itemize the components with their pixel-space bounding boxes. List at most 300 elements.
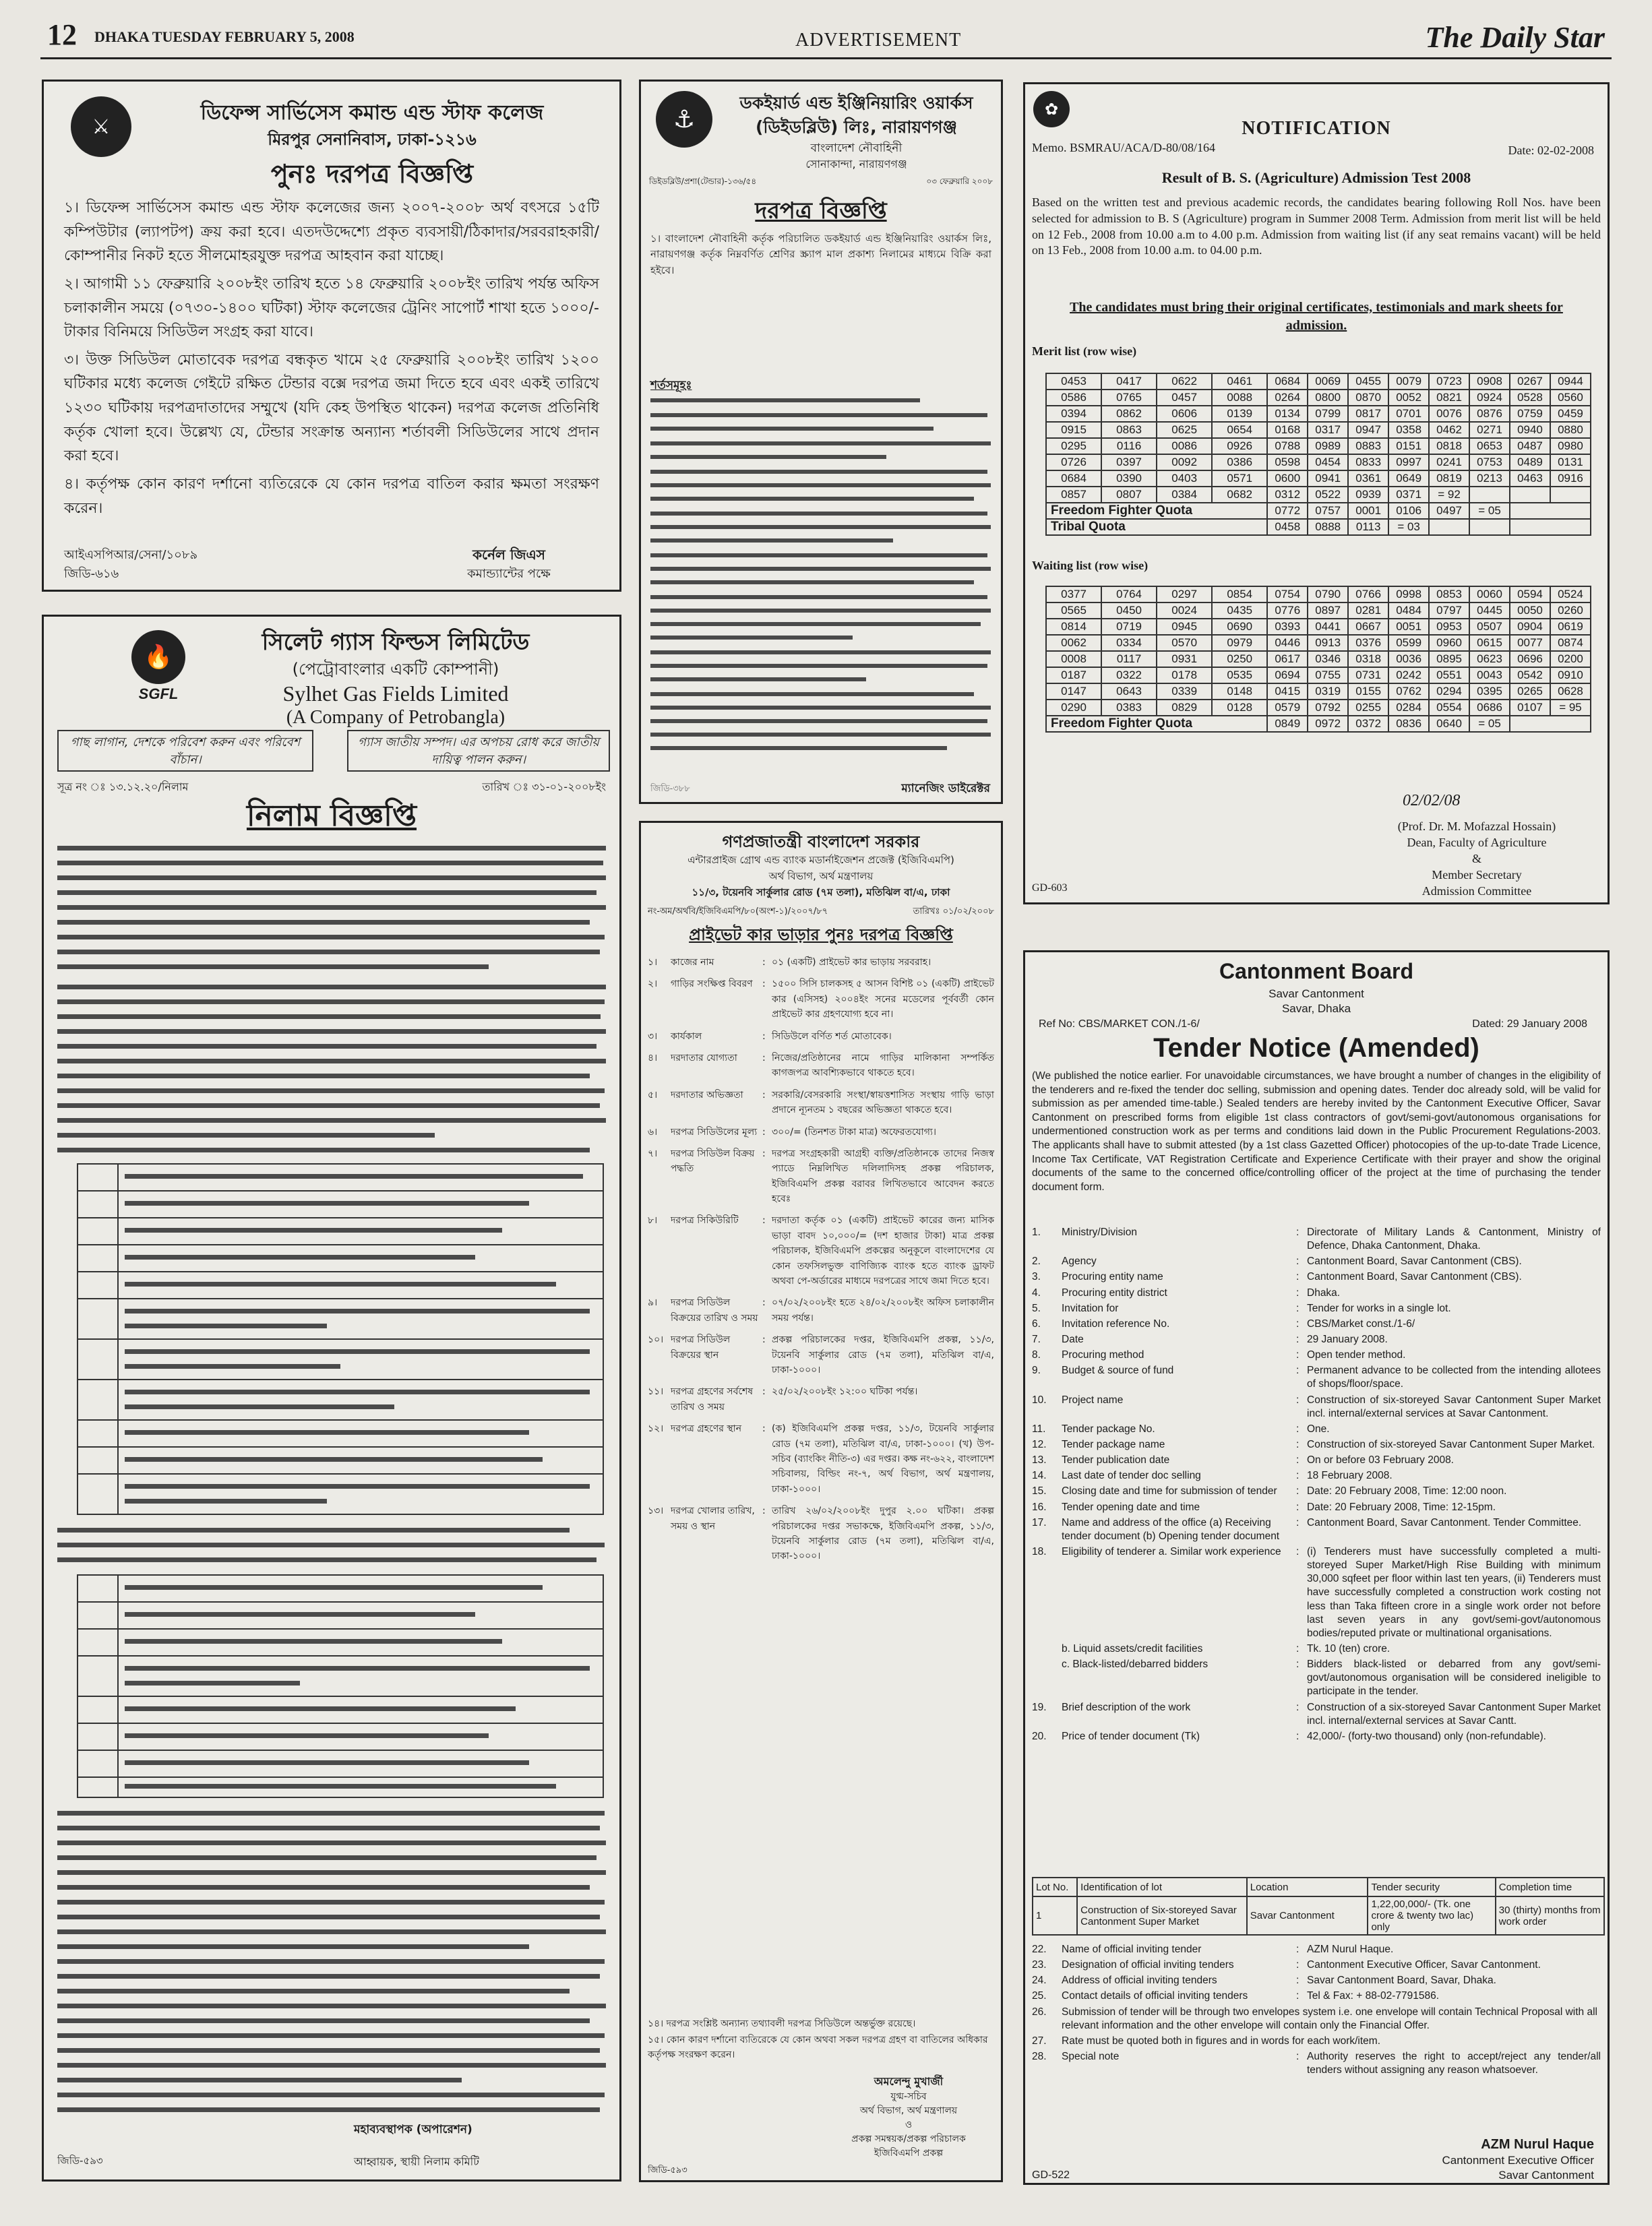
row-label: Name of official inviting tender — [1062, 1944, 1202, 1955]
table-cell: 0640 — [1429, 716, 1469, 732]
table-cell: 0134 — [1267, 406, 1308, 422]
signature-block — [1322, 2136, 1594, 2183]
table-cell: Savar Cantonment — [1247, 1896, 1368, 1935]
table-cell: = 92 — [1429, 487, 1469, 503]
gd-number: জিডি-৫৯৩ — [648, 2165, 687, 2175]
table-row — [1046, 470, 1591, 487]
row-separator: : — [1296, 1271, 1299, 1283]
row-value: On or before 03 February 2008. — [1307, 1454, 1454, 1466]
row-separator: : — [1296, 2050, 1299, 2062]
ref-number: আইএসপিআর/সেনা/১০৮৯ — [64, 548, 198, 562]
table-cell: 0088 — [1212, 390, 1267, 406]
section-label: ADVERTISEMENT — [795, 30, 962, 51]
table-cell: 0863 — [1101, 422, 1157, 438]
detail-row — [1032, 1318, 1601, 1331]
table-cell: 0200 — [1550, 651, 1591, 667]
item-label: দরদাতার যোগ্যতা — [671, 1052, 737, 1063]
table-cell: 0625 — [1157, 422, 1212, 438]
table-cell — [1510, 503, 1591, 519]
table-cell: 0897 — [1308, 602, 1348, 619]
row-value: Cantonment Board, Savar Cantonment (CBS). — [1307, 1271, 1522, 1283]
row-label: Ministry/Division — [1062, 1227, 1137, 1238]
row-label: Designation of official inviting tenders — [1062, 1959, 1234, 1971]
table-cell: 0417 — [1101, 373, 1157, 390]
ad-heading: দরপত্র বিজ্ঞপ্তি — [755, 197, 887, 224]
row-number: 13. — [1032, 1454, 1047, 1466]
row-separator: : — [1296, 1287, 1299, 1299]
signer-role: & — [1471, 851, 1481, 865]
table-cell: 0571 — [1212, 470, 1267, 487]
table-cell: 0565 — [1046, 602, 1101, 619]
list-item — [648, 1421, 994, 1497]
item-number: ১১। — [648, 1386, 664, 1398]
body-text: Based on the written test and previous academic records, the candidates bearing following Roll Nos. have been selected for admission to B. S (Agriculture) program in Summer 2008 Term. Admission from merit list will be held on 12 Feb., 2008 from 10.00 a.m to 4.00 p.m. Admission from waiting list (if any seat remains vacant) will be held on 13 Feb., 2008 from 10.00 a.m. to 04.00 p.m. — [1032, 195, 1601, 257]
table-cell: 0853 — [1429, 586, 1469, 602]
table-cell: 0322 — [1101, 667, 1157, 683]
row-number: 22. — [1032, 1944, 1047, 1955]
table-cell: 0945 — [1157, 619, 1212, 635]
detail-row — [1032, 1302, 1601, 1316]
signer: কর্নেল জিএস — [472, 547, 545, 563]
item-separator: : — [762, 1386, 766, 1398]
row-number: 5. — [1032, 1302, 1041, 1314]
row-separator: : — [1296, 1944, 1299, 1955]
item-number: ৬। — [648, 1126, 658, 1138]
table-cell: 0766 — [1348, 586, 1388, 602]
row-number: 28. — [1032, 2050, 1047, 2062]
paragraph: ২। আগামী ১১ ফেব্রুয়ারি ২০০৮ইং তারিখ হতে ১৪ ফেব্রুয়ারি ২০০৮ইং তারিখ পর্যন্ত অফিস চলাকালীন সময়ে (০৭৩০-১৪০০ ঘটিকা) স্টাফ কলেজের ট্রেনিং সাপোর্ট শাখা হতে ১০০০/- টাকার বিনিময়ে সিডিউল সংগ্রহ করা যাবে। — [64, 275, 599, 341]
table-cell: 0052 — [1388, 390, 1429, 406]
page-header — [40, 12, 1612, 59]
item-separator: : — [762, 1423, 766, 1435]
table-header-cell: Completion time — [1496, 1878, 1604, 1896]
item-separator: : — [762, 979, 766, 990]
table-cell: 0654 — [1212, 422, 1267, 438]
detail-row — [1032, 1545, 1601, 1640]
detail-row — [1032, 1333, 1601, 1347]
row-label: c. Black-listed/debarred bidders — [1062, 1659, 1209, 1671]
row-number: 7. — [1032, 1333, 1041, 1345]
ad-title: Cantonment Board — [1219, 959, 1413, 983]
table-cell: 0684 — [1267, 373, 1308, 390]
table-cell: 0941 — [1308, 470, 1348, 487]
ad-subtitle-en: (A Company of Petrobangla) — [286, 707, 506, 728]
paragraph: ৪। কর্তৃপক্ষ কোন কারণ দর্শানো ব্যতিরেকে যে কোন দরপত্র বাতিল করার ক্ষমতা সংরক্ষণ করেন। — [64, 475, 599, 517]
ad-title: ডিফেন্স সার্ভিসেস কমান্ড এন্ড স্টাফ কলেজ — [200, 101, 544, 125]
item-separator: : — [762, 1215, 766, 1227]
table-row — [1046, 406, 1591, 422]
table-cell: 0390 — [1101, 470, 1157, 487]
item-separator: : — [762, 1052, 766, 1063]
item-label: দরপত্র সিডিউল বিক্রয়ের স্থান — [671, 1334, 731, 1361]
quota-row — [1046, 503, 1591, 519]
table-cell: 0916 — [1550, 470, 1591, 487]
table-cell: 0818 — [1429, 438, 1469, 454]
table-cell: 0453 — [1046, 373, 1101, 390]
anchor-icon: ⚓ — [656, 91, 712, 148]
item-value: ৩০০/= (তিনশত টাকা মাত্র) অফেরতযোগ্য। — [772, 1126, 936, 1138]
detail-row — [1032, 2035, 1601, 2048]
table-cell: 0358 — [1388, 422, 1429, 438]
item-value: (ক) ইজিবিএমপি প্রকল্প দপ্তর, ১১/৩, টয়েনবি সার্কুলার রোড (৭ম তলা), মতিঝিল বা/এ, ঢাকা-১০০০। (খ) উপ-সচিব (ব্যাংকিং নীতি-৩) এর দপ্তর। কক্ষ নং-৬২২, বাংলাদেশ সচিবালয়, বিল্ডিং নং-৭, অর্থ বিভাগ, অর্থ মন্ত্রণালয়, ঢাকা-১০০০। — [772, 1423, 994, 1495]
row-value: Permanent advance to be collected from the intending allotees of shops/floor/space. — [1307, 1365, 1601, 1390]
item-value: প্রকল্প পরিচালকের দপ্তর, ইজিবিএমপি প্রকল্প, ১১/৩, টয়েনবি সার্কুলার রোড (৭ম তলা), মতিঝিল বা/এ, ঢাকা-১০০০। — [772, 1334, 994, 1375]
signer-role: Cantonment Executive Officer — [1442, 2154, 1594, 2167]
table-cell: 0940 — [1510, 422, 1550, 438]
list-item — [648, 1146, 994, 1207]
tender-details — [1032, 1226, 1601, 1745]
row-number: 12. — [1032, 1438, 1047, 1450]
table-cell: 0489 — [1510, 454, 1550, 470]
list-item — [648, 955, 994, 970]
ad-notification — [1023, 82, 1610, 904]
row-number: 23. — [1032, 1959, 1047, 1971]
table-cell: 0960 — [1429, 635, 1469, 651]
row-number: 27. — [1032, 2035, 1047, 2047]
body-text: (We published the notice earlier. For unavoidable circumstances, we have brought a number of changes in the eligibility of the tenderers and re-fixed the tender doc selling, submission and opening dates. Tender doc already sold, will be valid for submission as per amended time-table.) Sealed tenders are hereby invited by the Cantonment Executive Officer, Savar Cantonment on prescribed forms from eligible 1st class contractors of govt/semi-govt/autonomous organisations for undermentioned construction work as per terms and conditions laid down in the Public Procurement Regulations-2003. The applicants shall have to submit attested (by a 1st class Gazetted Officer) photocopies of the up-to-date Trade Licence, Income Tax Certificate, VAT Registration Certificate and Experience Certificate with their prayer and show the original documents of the same to the concerned office/controlling officer of the project at the time of purchasing the tender document form. — [1032, 1070, 1601, 1193]
item-number: ৯। — [648, 1297, 658, 1309]
detail-row — [1032, 1469, 1601, 1483]
table-cell: 1,22,00,000/- (Tk. one crore & twenty two lac) only — [1368, 1896, 1495, 1935]
table-cell: 0926 — [1212, 438, 1267, 454]
row-label: b. Liquid assets/credit facilities — [1062, 1642, 1203, 1655]
ad-cantonment — [1023, 950, 1610, 2185]
signer: আহ্বায়ক, স্থায়ী নিলাম কমিটি — [354, 2155, 479, 2168]
table-cell: 0764 — [1101, 586, 1157, 602]
list-item — [648, 1051, 994, 1081]
table-cell: 0076 — [1429, 406, 1469, 422]
item-number: ১০। — [648, 1334, 664, 1346]
auction-body — [57, 839, 606, 2140]
table-cell: 0271 — [1469, 422, 1510, 438]
detail-row — [1032, 1423, 1601, 1436]
table-header-row — [1033, 1878, 1604, 1896]
table-cell: 0317 — [1308, 422, 1348, 438]
note: ১৪। দরপত্র সংশ্লিষ্ট অন্যান্য তথ্যাবলী দরপত্র সিডিউলে অন্তর্ভুক্ত রয়েছে। — [648, 2018, 916, 2029]
row-number: 15. — [1032, 1485, 1047, 1497]
table-cell: 0371 — [1388, 487, 1429, 503]
table-cell: 0008 — [1046, 651, 1101, 667]
table-cell: 0265 — [1510, 683, 1550, 700]
item-value: দরদাতা কর্তৃক ০১ (একটি) প্রাইভেট কারের জন্য মাসিক ভাড়া বাবদ ১০,০০০/= (দশ হাজার টাকা) মাত্র প্রকল্প পরিচালক, ইজিবিএমপি প্রকল্পের অনুকূলে বাংলাদেশের যে কোন তফসিলভুক্ত বাণিজ্যিক ব্যাংক হতে ব্যাংক ড্রাফট অথবা পে-অর্ডারের মাধ্যমে দরপত্রের সাথে জমা দিতে হবে। — [772, 1215, 994, 1287]
detail-row — [1032, 1989, 1601, 2003]
list-item — [648, 1384, 994, 1415]
item-label: গাড়ির সংক্ষিপ্ত বিবরণ — [671, 979, 753, 990]
table-row — [1046, 373, 1591, 390]
row-value: Authority reserves the right to accept/reject any tender/all tenders without assigning any reason whatsoever. — [1307, 2050, 1601, 2076]
crest-icon: ⚔ — [71, 96, 131, 157]
table-cell — [1429, 519, 1469, 535]
ad-sgfl — [42, 615, 621, 2182]
table-cell: 0319 — [1308, 683, 1348, 700]
table-cell: 0814 — [1046, 619, 1101, 635]
row-separator: : — [1296, 1642, 1299, 1655]
auction-text-lines — [57, 840, 606, 2140]
table-cell: 1 — [1033, 1896, 1077, 1935]
list-item — [648, 1029, 994, 1044]
row-number — [1032, 1658, 1062, 1698]
table-cell: 0600 — [1267, 470, 1308, 487]
detail-row — [1032, 1255, 1601, 1268]
table-cell: 0586 — [1046, 390, 1101, 406]
merit-label: Merit list (row wise) — [1032, 344, 1137, 358]
table-cell: 0264 — [1267, 390, 1308, 406]
table-cell: 0334 — [1101, 635, 1157, 651]
table-cell: 0819 — [1429, 470, 1469, 487]
detail-row — [1032, 1226, 1601, 1253]
table-row — [1046, 602, 1591, 619]
detail-row — [1032, 2050, 1601, 2077]
signer-role: ইজিবিএমপি প্রকল্প — [874, 2148, 944, 2159]
ad-line: অর্থ বিভাগ, অর্থ মন্ত্রণালয় — [768, 870, 874, 882]
row-value: Tk. 10 (ten) crore. — [1307, 1642, 1390, 1655]
row-label: Submission of tender will be through two envelopes system i.e. one envelope will contain Technical Proposal with all relevant information and the other envelope will contain only the Financial Offer. — [1062, 2006, 1597, 2031]
list-item — [648, 1213, 994, 1289]
ref-number: Ref No: CBS/MARKET CON./1-6/ — [1039, 1018, 1200, 1030]
table-cell: 0765 — [1101, 390, 1157, 406]
row-separator: : — [1296, 1516, 1299, 1528]
table-row — [1046, 683, 1591, 700]
item-value: ০৭/০২/২০০৮ইং হতে ২৪/০২/২০০৮ইং অফিস চলাকালীন সময় পর্যন্ত। — [772, 1297, 994, 1324]
table-cell: 0836 — [1388, 716, 1429, 732]
slogan-box: গাছ লাগান, দেশকে পরিবেশ করুন এবং পরিবেশ বাঁচান। — [57, 730, 313, 772]
table-cell: 0653 — [1469, 438, 1510, 454]
row-number: 8. — [1032, 1349, 1041, 1361]
table-cell: 0450 — [1101, 602, 1157, 619]
table-cell: 0463 — [1510, 470, 1550, 487]
table-cell: 0242 — [1388, 667, 1429, 683]
table-cell: 0086 — [1157, 438, 1212, 454]
items-list — [648, 955, 994, 1571]
row-number — [1032, 1642, 1062, 1656]
row-label: Tender package name — [1062, 1438, 1165, 1450]
quota-label: Freedom Fighter Quota — [1046, 503, 1267, 519]
row-label: Tender package No. — [1062, 1423, 1155, 1435]
table-cell: 0931 — [1157, 651, 1212, 667]
table-cell: 0619 — [1550, 619, 1591, 635]
row-number: 14. — [1032, 1470, 1047, 1482]
row-separator: : — [1296, 1730, 1299, 1742]
detail-row — [1032, 2006, 1601, 2033]
table-cell: 0155 — [1348, 683, 1388, 700]
table-cell: 0690 — [1212, 619, 1267, 635]
ad-heading: নিলাম বিজ্ঞপ্তি — [246, 799, 417, 833]
row-number: 4. — [1032, 1287, 1041, 1299]
signer: AZM Nurul Haque — [1481, 2137, 1594, 2152]
logo-text: SGFL — [138, 685, 179, 702]
table-cell: 0107 — [1510, 700, 1550, 716]
ad-dew — [639, 80, 1003, 804]
table-cell: = 95 — [1550, 700, 1591, 716]
ref-number: সূত্র নং ঃ ১৩.১২.২০/নিলাম — [57, 780, 189, 793]
detail-row — [1032, 1974, 1601, 1987]
row-value: Date: 20 February 2008, Time: 12-15pm. — [1307, 1501, 1496, 1513]
ad-body — [64, 196, 599, 520]
item-number: ৩। — [648, 1030, 658, 1042]
table-cell: 0384 — [1157, 487, 1212, 503]
table-cell: 0377 — [1046, 586, 1101, 602]
table-cell: 0623 — [1469, 651, 1510, 667]
row-separator: : — [1296, 1485, 1299, 1497]
table-cell: 0880 — [1550, 422, 1591, 438]
row-separator: : — [1296, 1959, 1299, 1971]
row-label: Closing date and time for submission of tender — [1062, 1485, 1277, 1497]
table-cell: 0762 — [1388, 683, 1429, 700]
row-separator: : — [1296, 1318, 1299, 1330]
table-cell: 0393 — [1267, 619, 1308, 635]
table-cell: 0862 — [1101, 406, 1157, 422]
table-row — [1046, 700, 1591, 716]
table-cell: 0542 — [1510, 667, 1550, 683]
table-cell: 0128 — [1212, 700, 1267, 716]
row-label: Procuring entity name — [1062, 1271, 1163, 1283]
table-cell: 0024 — [1157, 602, 1212, 619]
date: তারিখঃ ০১/০২/২০০৮ — [913, 906, 994, 917]
table-cell: 0507 — [1469, 619, 1510, 635]
table-cell: 0989 — [1308, 438, 1348, 454]
table-cell: 0829 — [1157, 700, 1212, 716]
signer: ম্যানেজিং ডাইরেক্টর — [901, 782, 990, 795]
ad-title2: (ডিইডব্লিউ) লিঃ, নারায়ণগঞ্জ — [755, 117, 958, 137]
table-cell: 0147 — [1046, 683, 1101, 700]
table-row — [1033, 1896, 1604, 1935]
signature-block — [823, 2074, 994, 2161]
table-cell: 0001 — [1348, 503, 1388, 519]
table-cell: 0250 — [1212, 651, 1267, 667]
row-value: Tender for works in a single lot. — [1307, 1302, 1451, 1314]
note: ১৫। কোন কারণ দর্শানো ব্যতিরেকে যে কোন অথবা সকল দরপত্র গ্রহণ বা বাতিলের অধিকার কর্তৃপক্ষ সংরক্ষণ করেন। — [648, 2035, 988, 2060]
item-label: দরপত্র গ্রহণের সর্বশেষ তারিখ ও সময় — [671, 1386, 754, 1413]
signer: অমলেন্দু মুখার্জী — [874, 2075, 944, 2088]
table-cell: 0403 — [1157, 470, 1212, 487]
row-label: Project name — [1062, 1394, 1124, 1406]
row-number: 1. — [1032, 1227, 1041, 1238]
ad-subtitle: Savar Cantonment — [1268, 987, 1364, 1000]
detail-row — [1032, 1730, 1601, 1743]
table-cell: 0148 — [1212, 683, 1267, 700]
item-number: ৮। — [648, 1215, 658, 1227]
row-number: 2. — [1032, 1256, 1041, 1268]
row-value: Construction of six-storeyed Savar Cantonment Super Market. — [1307, 1438, 1595, 1450]
table-cell: 0445 — [1469, 602, 1510, 619]
row-number: 9. — [1032, 1365, 1041, 1377]
row-number: 20. — [1032, 1730, 1047, 1742]
table-cell: 0284 — [1388, 700, 1429, 716]
date: Dated: 29 January 2008 — [1472, 1018, 1587, 1030]
row-separator: : — [1296, 1701, 1299, 1713]
table-cell: 0947 — [1348, 422, 1388, 438]
table-cell: 0913 — [1308, 635, 1348, 651]
table-cell: 0376 — [1348, 635, 1388, 651]
table-row — [1046, 438, 1591, 454]
item-label: দরপত্র সিডিউল বিক্রয় পদ্ধতি — [671, 1148, 755, 1175]
detail-row — [1032, 1501, 1601, 1514]
detail-row — [1032, 1701, 1601, 1728]
row-value: Cantonment Board, Savar Cantonment (CBS). — [1307, 1256, 1522, 1268]
table-cell: 0484 — [1388, 602, 1429, 619]
signer-role: অর্থ বিভাগ, অর্থ মন্ত্রণালয় — [859, 2105, 958, 2116]
item-separator: : — [762, 1506, 766, 1517]
table-cell — [1510, 519, 1591, 535]
list-item — [648, 1125, 994, 1140]
row-number: 16. — [1032, 1501, 1047, 1513]
detail-row — [1032, 1349, 1601, 1362]
row-label: Invitation reference No. — [1062, 1318, 1170, 1330]
table-cell — [1469, 519, 1510, 535]
table-cell: = 05 — [1469, 503, 1510, 519]
table-cell: 0888 — [1308, 519, 1348, 535]
row-value: 42,000/- (forty-two thousand) only (non-refundable). — [1307, 1730, 1546, 1742]
table-cell: 0817 — [1348, 406, 1388, 422]
table-cell: 0792 — [1308, 700, 1348, 716]
table-cell: 0979 — [1212, 635, 1267, 651]
row-separator: : — [1296, 1438, 1299, 1450]
table-header-cell: Identification of lot — [1077, 1878, 1247, 1896]
signer-role: প্রকল্প সমন্বয়ক/প্রকল্প পরিচালক — [851, 2134, 966, 2144]
row-number: 24. — [1032, 1975, 1047, 1987]
table-cell — [1550, 487, 1591, 503]
row-separator: : — [1296, 1394, 1299, 1406]
row-number: 6. — [1032, 1318, 1041, 1330]
signer-role: কমান্ড্যান্টের পক্ষে — [467, 567, 551, 581]
item-number: ৭। — [648, 1148, 658, 1159]
table-cell: 0281 — [1348, 602, 1388, 619]
row-number: 3. — [1032, 1271, 1041, 1283]
slogan-box: গ্যাস জাতীয় সম্পদ। এর অপচয় রোধ করে জাতীয় দায়িত্ব পালন করুন। — [347, 730, 610, 772]
table-header-cell: Lot No. — [1033, 1878, 1077, 1896]
row-value: Tel & Fax: + 88-02-7791586. — [1307, 1990, 1440, 2002]
table-cell: 0615 — [1469, 635, 1510, 651]
table-cell: 0290 — [1046, 700, 1101, 716]
table-cell: 0776 — [1267, 602, 1308, 619]
detail-row — [1032, 1270, 1601, 1284]
ad-heading: পুনঃ দরপত্র বিজ্ঞপ্তি — [270, 159, 474, 189]
table-cell: 0719 — [1101, 619, 1157, 635]
table-cell: 0915 — [1046, 422, 1101, 438]
row-label: Procuring entity district — [1062, 1287, 1167, 1299]
row-value: 18 February 2008. — [1307, 1470, 1393, 1482]
merit-table — [1045, 373, 1591, 536]
gd-number: জিডি-৫৯৩ — [57, 2155, 103, 2167]
table-cell: 0772 — [1267, 503, 1308, 519]
item-number: ২। — [648, 979, 658, 990]
table-cell: 0386 — [1212, 454, 1267, 470]
table-cell: 0461 — [1212, 373, 1267, 390]
table-cell: 0944 — [1550, 373, 1591, 390]
table-row — [1046, 651, 1591, 667]
table-cell: 0876 — [1469, 406, 1510, 422]
table-cell: 0131 — [1550, 454, 1591, 470]
row-separator: : — [1296, 1975, 1299, 1987]
signer-role: যুগ্ম-সচিব — [890, 2091, 927, 2102]
row-label: Last date of tender doc selling — [1062, 1470, 1201, 1482]
table-cell: 0312 — [1267, 487, 1308, 503]
table-cell: 0346 — [1308, 651, 1348, 667]
tender-details-2 — [1032, 1943, 1601, 2079]
table-row — [1046, 635, 1591, 651]
table-cell: 0833 — [1348, 454, 1388, 470]
row-label: Address of official inviting tenders — [1062, 1975, 1217, 1987]
table-cell: 0454 — [1308, 454, 1348, 470]
signer: (Prof. Dr. M. Mofazzal Hossain) — [1397, 820, 1556, 833]
quota-row — [1046, 716, 1591, 732]
quota-label: Tribal Quota — [1046, 519, 1267, 535]
item-value: তারিখ ২৬/০২/২০০৮ইং দুপুর ২.০০ ঘটিকা। প্রকল্প পরিচালকের দপ্তর সভাকক্ষে, ইজিবিএমপি প্রকল্প, ১১/৩, টয়েনবি সার্কুলার রোড (৭ম তলা), মতিঝিল বা/এ, ঢাকা-১০০০। — [772, 1506, 994, 1562]
table-cell: 0757 — [1308, 503, 1348, 519]
table-cell: 0187 — [1046, 667, 1101, 683]
table-cell: 0050 — [1510, 602, 1550, 619]
row-label: Eligibility of tenderer a. Similar work experience — [1062, 1545, 1281, 1557]
